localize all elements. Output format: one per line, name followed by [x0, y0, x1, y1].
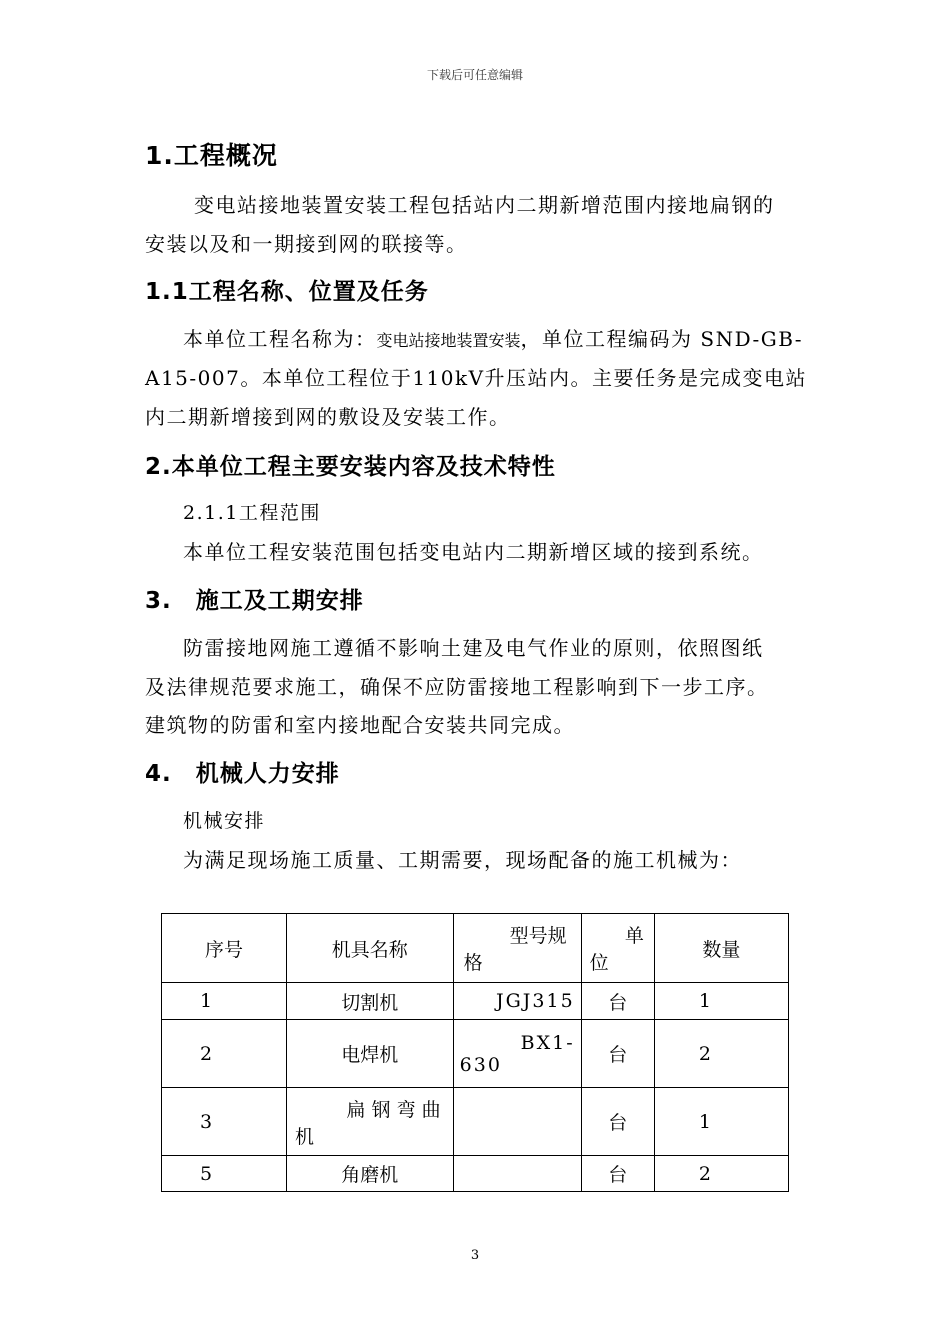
- section-4-paragraph: 为满足现场施工质量、工期需要，现场配备的施工机械为：: [183, 848, 742, 872]
- header-spec: [453, 914, 581, 983]
- section-2-1-1-paragraph: 本单位工程安装范围包括变电站内二期新增区域的接到系统。: [183, 540, 764, 564]
- section-1-paragraph-line-2: 安装以及和一期接到网的联接等。: [145, 232, 468, 256]
- page-header: 下载后可任意编辑: [426, 68, 523, 82]
- section-2-1-1-title: 2.1.1工程范围: [183, 502, 321, 524]
- row-4-no: 5: [162, 1156, 287, 1192]
- row-3-qty: 1: [654, 1088, 788, 1156]
- header-qty: 数量: [654, 914, 788, 983]
- row-2-qty: 2: [654, 1020, 788, 1088]
- table-row: [162, 1088, 789, 1156]
- header-unit-line-2: 位: [589, 952, 609, 974]
- row-1-qty: 1: [654, 983, 788, 1020]
- section-4-subtitle: 机械安排: [183, 810, 266, 832]
- table-row: [162, 1020, 789, 1088]
- row-2-name: 电焊机: [286, 1020, 453, 1088]
- row-3-spec: [453, 1088, 581, 1156]
- section-3-paragraph-line-2: 及法律规范要求施工，确保不应防雷接地工程影响到下一步工序。: [145, 675, 769, 699]
- row-2-spec-line-2: 630: [459, 1053, 502, 1076]
- row-4-qty: 2: [654, 1156, 788, 1192]
- section-1-title: 1.工程概况: [145, 141, 278, 170]
- row-3-name: [286, 1088, 453, 1156]
- table-row: [162, 1156, 789, 1192]
- header-spec-line-2: 格: [463, 952, 483, 974]
- project-name-value: 变电站接地装置安装: [376, 331, 521, 350]
- section-1-1-paragraph-line-2: A15-007。本单位工程位于110kV升压站内。主要任务是完成变电站: [145, 366, 808, 390]
- row-1-name: 切割机: [286, 983, 453, 1020]
- section-2-title: 2.本单位工程主要安装内容及技术特性: [145, 454, 556, 480]
- section-1-1-paragraph-line-3: 内二期新增接到网的敷设及安装工作。: [145, 405, 511, 429]
- row-2-unit: 台: [581, 1020, 654, 1088]
- header-unit-line-1: 单: [624, 925, 644, 947]
- header-spec-line-1: 型号规: [509, 925, 567, 947]
- row-3-name-line-1: 扁 钢 弯 曲: [346, 1098, 441, 1121]
- header-name: 机具名称: [286, 914, 453, 983]
- row-1-no: 1: [162, 983, 287, 1020]
- header-unit: [581, 914, 654, 983]
- project-name-label: 本单位工程名称为：: [183, 327, 377, 351]
- row-4-name: 角磨机: [286, 1156, 453, 1192]
- section-1-paragraph-line-1: 变电站接地装置安装工程包括站内二期新增范围内接地扁钢的: [194, 193, 775, 217]
- row-1-spec: JGJ315: [453, 983, 581, 1020]
- machinery-table: [161, 913, 789, 1192]
- row-4-unit: 台: [581, 1156, 654, 1192]
- table-header-row: [162, 914, 789, 983]
- row-2-spec-line-1: BX1-: [520, 1031, 575, 1054]
- row-2-spec: [453, 1020, 581, 1088]
- row-4-spec: [453, 1156, 581, 1192]
- section-3-paragraph-line-3: 建筑物的防雷和室内接地配合安装共同完成。: [145, 713, 575, 737]
- row-2-no: 2: [162, 1020, 287, 1088]
- table-row: [162, 983, 789, 1020]
- row-3-unit: 台: [581, 1088, 654, 1156]
- page-number: 3: [470, 1248, 480, 1263]
- section-3-paragraph-line-1: 防雷接地网施工遵循不影响土建及电气作业的原则，依照图纸: [183, 636, 764, 660]
- section-1-1-paragraph-line-1: [183, 323, 803, 352]
- row-1-unit: 台: [581, 983, 654, 1020]
- section-1-1-title: 1.1工程名称、位置及任务: [145, 279, 429, 305]
- row-3-name-line-2: 机: [294, 1125, 314, 1148]
- project-code: ，单位工程编码为 SND-GB-: [520, 327, 804, 351]
- section-4-title: 4. 机械人力安排: [145, 761, 340, 787]
- row-3-no: 3: [162, 1088, 287, 1156]
- section-3-title: 3. 施工及工期安排: [145, 588, 364, 614]
- header-no: 序号: [162, 914, 287, 983]
